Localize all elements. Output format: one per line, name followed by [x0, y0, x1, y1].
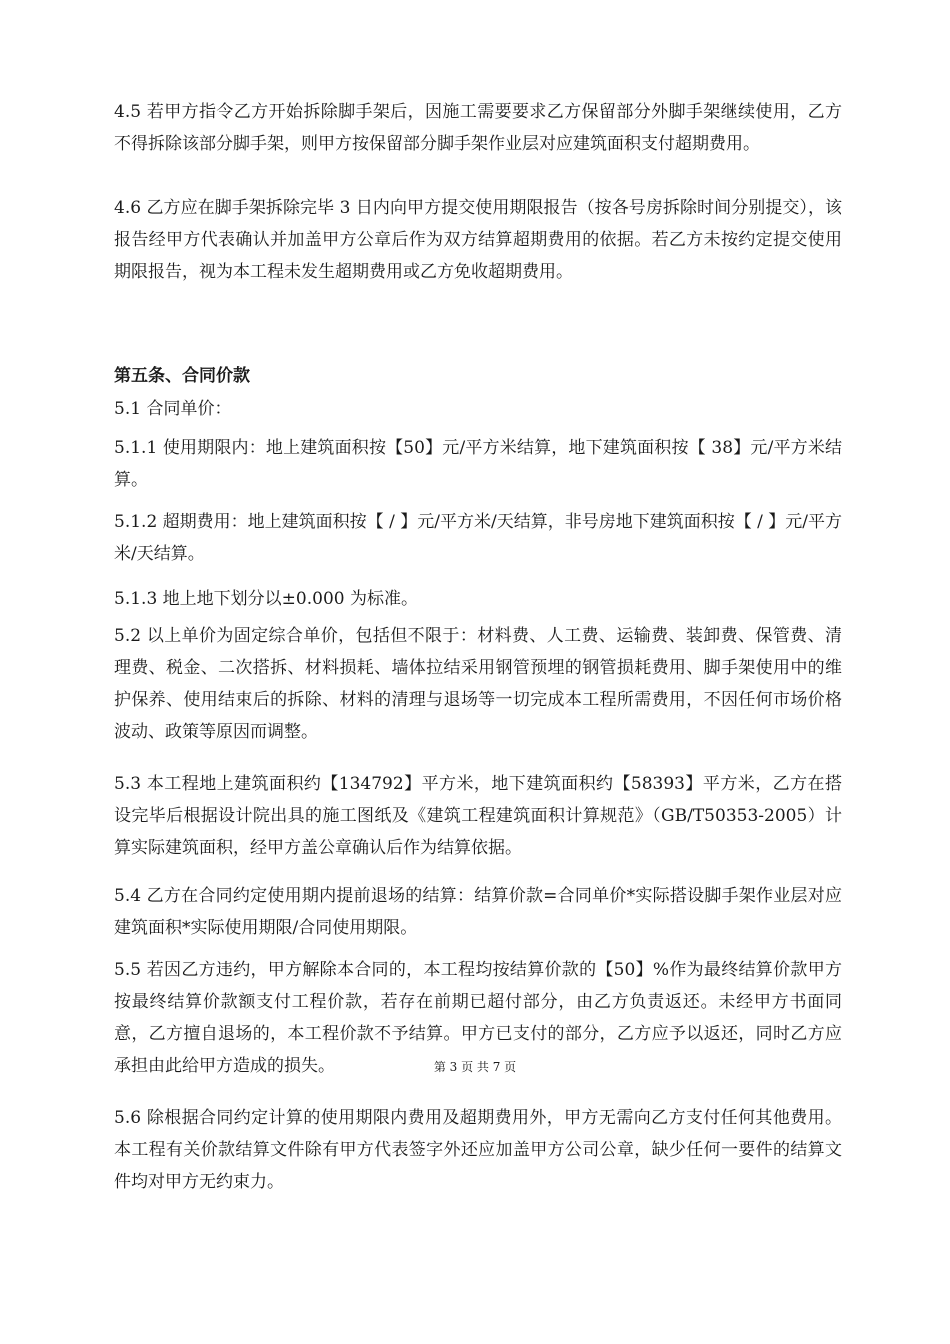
clause-5-1-2: 5.1.2 超期费用：地上建筑面积按【 / 】元/平方米/天结算，非号房地下建筑面积按【 / 】元/平方米/天结算。	[114, 512, 842, 564]
section-heading: 第五条、合同价款	[114, 366, 250, 386]
page-footer: 第 3 页 共 7 页	[433, 1060, 517, 1074]
clause-5-1-1: 5.1.1 使用期限内：地上建筑面积按【50】元/平方米结算，地下建筑面积按【 38】元/平方米结算。	[114, 438, 842, 490]
clause-5-1: 5.1 合同单价：	[114, 399, 232, 419]
clause-4-5: 4.5 若甲方指令乙方开始拆除脚手架后，因施工需要要求乙方保留部分外脚手架继续使用，乙方不得拆除该部分脚手架，则甲方按保留部分脚手架作业层对应建筑面积支付超期费用。	[114, 102, 842, 154]
clause-5-2: 5.2 以上单价为固定综合单价，包括但不限于：材料费、人工费、运输费、装卸费、保管费、清理费、税金、二次搭拆、材料损耗、墙体拉结采用钢管预埋的钢管损耗费用、脚手架使用中的维护保养、使用结束后的拆除、材料的清理与退场等一切完成本工程所需费用，不因任何市场价格波动、政策等原因而调整。	[114, 626, 842, 742]
clause-5-3: 5.3 本工程地上建筑面积约【134792】平方米，地下建筑面积约【58393】平方米，乙方在搭设完毕后根据设计院出具的施工图纸及《建筑工程建筑面积计算规范》（GB/T50353-2005）计算实际建筑面积，经甲方盖公章确认后作为结算依据。	[114, 774, 842, 858]
clause-5-5: 5.5 若因乙方违约，甲方解除本合同的，本工程均按结算价款的【50】%作为最终结算价款甲方按最终结算价款额支付工程价款，若存在前期已超付部分，由乙方负责返还。未经甲方书面同意，乙方擅自退场的，本工程价款不予结算。甲方已支付的部分，乙方应予以返还，同时乙方应承担由此给甲方造成的损失。	[114, 960, 842, 1076]
clause-5-1-3: 5.1.3 地上地下划分以±0.000 为标准。	[114, 589, 418, 609]
clause-4-6: 4.6 乙方应在脚手架拆除完毕 3 日内向甲方提交使用期限报告（按各号房拆除时间分别提交），该报告经甲方代表确认并加盖甲方公章后作为双方结算超期费用的依据。若乙方未按约定提交使用期限报告，视为本工程未发生超期费用或乙方免收超期费用。	[114, 198, 842, 282]
clause-5-6: 5.6 除根据合同约定计算的使用期限内费用及超期费用外，甲方无需向乙方支付任何其他费用。本工程有关价款结算文件除有甲方代表签字外还应加盖甲方公司公章，缺少任何一要件的结算文件均对甲方无约束力。	[114, 1108, 842, 1192]
clause-5-4: 5.4 乙方在合同约定使用期内提前退场的结算：结算价款=合同单价*实际搭设脚手架作业层对应建筑面积*实际使用期限/合同使用期限。	[114, 886, 842, 938]
